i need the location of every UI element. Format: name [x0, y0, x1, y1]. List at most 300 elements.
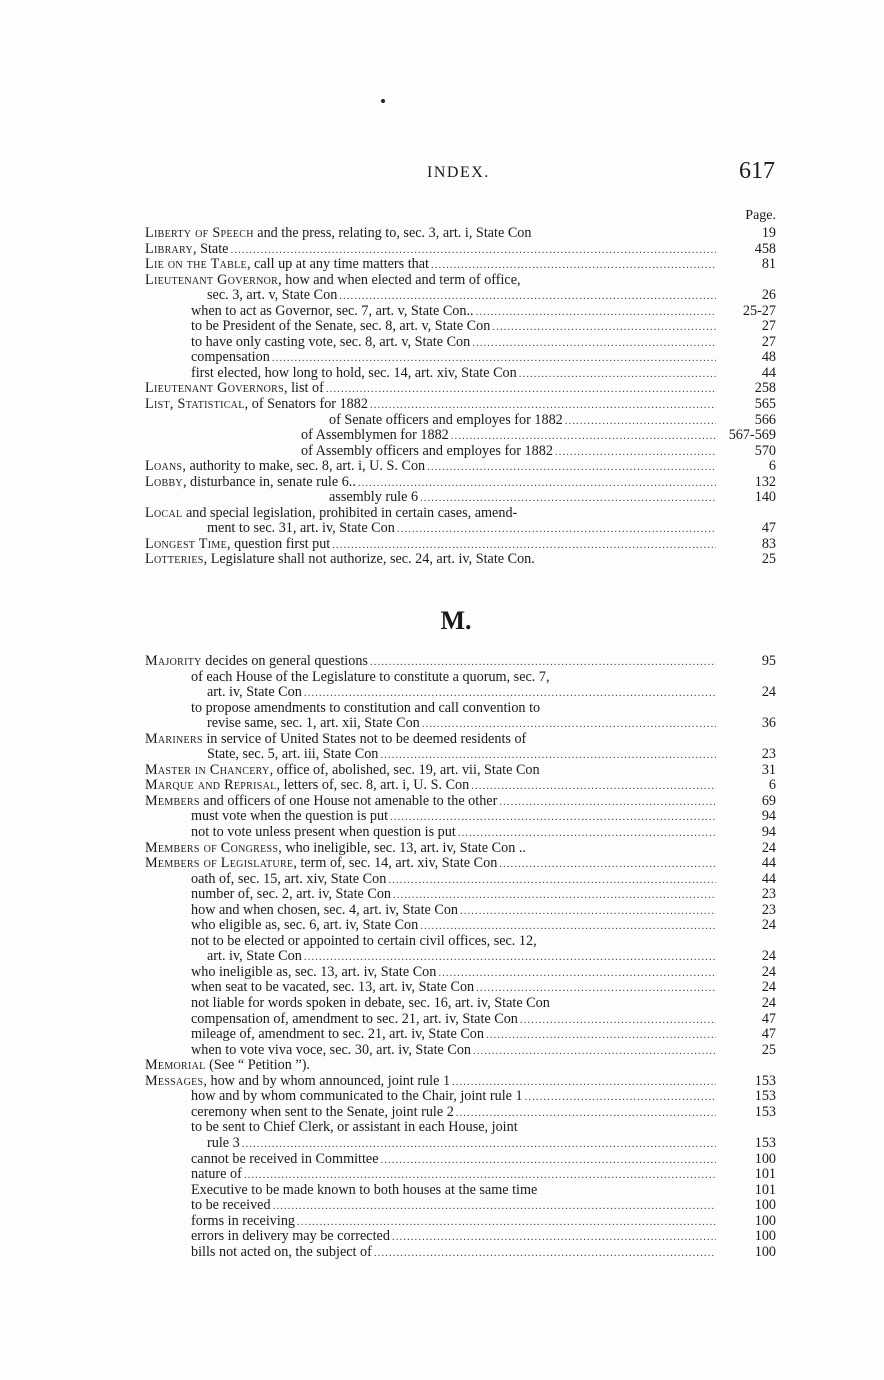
entry-text: [145, 918, 716, 935]
entry-text: [145, 685, 716, 702]
entry-text: [145, 1229, 716, 1246]
entry-text: [145, 459, 716, 476]
dot-leader: [499, 795, 716, 811]
entry-text: [145, 872, 716, 889]
entry-text: [145, 965, 716, 982]
entry-description: number of, sec. 2, art. iv, State Con: [191, 887, 392, 903]
index-entry: [145, 887, 776, 903]
dot-leader: [230, 243, 716, 259]
entry-heading: Members of Congress: [145, 840, 279, 856]
entry-text: [145, 903, 716, 920]
entry-description: Executive to be made known to both houses at the same time: [191, 1182, 538, 1198]
entry-description: when to vote viva voce, sec. 30, art. iv, State Con: [191, 1042, 472, 1058]
entry-text: [145, 273, 716, 289]
entry-text: [145, 732, 716, 748]
entry-page-ref: 140: [754, 489, 776, 506]
entry-heading: Local: [145, 505, 183, 521]
dot-leader: [476, 981, 716, 997]
entry-description: art. iv, State Con: [207, 685, 302, 701]
index-entry: [145, 856, 776, 872]
entry-description: to have only casting vote, sec. 8, art. v, State Con: [191, 334, 471, 350]
index-entry: [145, 444, 776, 460]
entry-description: , call up at any time matters that: [246, 257, 429, 273]
entry-description: of each House of the Legislature to constitute a quorum, sec. 7,: [191, 669, 550, 685]
entry-page-ref: 47: [761, 520, 776, 537]
entry-text: [145, 257, 716, 274]
entry-description: when seat to be vacated, sec. 13, art. iv, State Con: [191, 980, 475, 996]
dot-leader: [339, 289, 716, 305]
entry-text: [145, 1136, 716, 1153]
entry-page-ref: 24: [761, 963, 776, 980]
index-entry: [145, 1027, 776, 1043]
entry-description: bills not acted on, the subject of: [191, 1244, 372, 1260]
entry-description: to be sent to Chief Clerk, or assistant in each House, joint: [191, 1120, 518, 1136]
entry-page-ref: 24: [761, 948, 776, 965]
entry-description: decides on general questions: [201, 654, 368, 669]
entry-description: forms in receiving: [191, 1213, 296, 1229]
index-entry: [145, 521, 776, 537]
dot-leader: [273, 1199, 716, 1215]
index-entry: [145, 1074, 776, 1090]
dot-leader: [476, 305, 716, 321]
index-entry: [145, 778, 776, 794]
index-entry: [145, 288, 776, 304]
entry-description: of Assemblymen for 1882: [301, 428, 449, 444]
index-entry: [145, 304, 776, 320]
index-entry: [145, 257, 776, 273]
index-entry: [145, 273, 776, 289]
entry-description: cannot be received in Committee: [191, 1151, 379, 1167]
dot-leader: [380, 748, 716, 764]
entry-text: [145, 1152, 716, 1169]
index-entry: [145, 716, 776, 732]
entry-page-ref: 153: [754, 1072, 776, 1089]
dot-leader: [460, 904, 716, 920]
entry-description: and officers of one House not amenable to the other: [199, 793, 498, 809]
entry-text: [145, 335, 716, 352]
entry-text: [145, 856, 716, 873]
entry-text: [145, 1089, 716, 1106]
index-entry: [145, 763, 776, 779]
entry-description: to propose amendments to constitution and call convention to: [191, 700, 541, 716]
entry-page-ref: 153: [754, 1103, 776, 1120]
index-entry: [145, 475, 776, 491]
index-entry: [145, 1229, 776, 1245]
index-entry: [145, 319, 776, 335]
entry-text: [145, 1245, 716, 1262]
entry-text: [145, 552, 716, 568]
index-section-M: [145, 654, 776, 1260]
index-entry: [145, 552, 776, 568]
entry-page-ref: 95: [761, 653, 776, 669]
index-entry: [145, 506, 776, 522]
entry-text: [145, 288, 716, 305]
dot-leader: [332, 538, 716, 554]
entry-page-ref: 27: [761, 333, 776, 350]
entry-description: and the press, relating to, sec. 3, art. i, State Con: [253, 226, 532, 241]
entry-heading: Majority: [145, 654, 202, 669]
entry-description: to be President of the Senate, sec. 8, art. v, State Con: [191, 319, 491, 335]
entry-page-ref: 24: [761, 684, 776, 701]
entry-description: not liable for words spoken in debate, sec. 16, art. iv, State Con: [191, 996, 550, 1012]
dot-leader: [393, 888, 716, 904]
entry-page-ref: 23: [761, 746, 776, 763]
entry-description: errors in delivery may be corrected: [191, 1229, 390, 1245]
index-entry: [145, 1167, 776, 1183]
index-entry: [145, 1214, 776, 1230]
entry-description: art. iv, State Con: [207, 949, 302, 965]
entry-heading: Longest Time: [145, 536, 227, 552]
entry-description: who eligible as, sec. 6, art. iv, State Con: [191, 918, 419, 934]
entry-page-ref: 100: [754, 1212, 776, 1229]
ink-dot: [381, 99, 385, 103]
dot-leader: [473, 1044, 716, 1060]
index-entry: [145, 242, 776, 258]
entry-description: , authority to make, sec. 8, art. i, U. S. Con: [182, 459, 426, 475]
entry-text: [145, 475, 716, 492]
section-letter: M.: [440, 606, 472, 635]
entry-page-ref: 47: [761, 1026, 776, 1043]
dot-leader: [519, 367, 716, 383]
entry-page-ref: 132: [754, 473, 776, 490]
entry-description: , disturbance in, senate rule 6..: [182, 474, 356, 490]
entry-page-ref: 565: [754, 396, 776, 413]
index-entry: [145, 366, 776, 382]
index-entry: [145, 685, 776, 701]
dot-leader: [358, 476, 716, 492]
index-entry: [145, 934, 776, 950]
dot-leader: [565, 414, 716, 430]
entry-page-ref: 100: [754, 1243, 776, 1260]
entry-description: mileage of, amendment to sec. 21, art. iv, State Con: [191, 1027, 484, 1043]
dot-leader: [381, 1153, 716, 1169]
index-entry: [145, 965, 776, 981]
dot-leader: [499, 857, 716, 873]
index-entry: [145, 381, 776, 397]
entry-text: [145, 794, 716, 811]
entry-description: revise same, sec. 1, art. xii, State Con: [207, 716, 420, 732]
entry-heading: Liberty of Speech: [145, 226, 254, 241]
running-head: [145, 160, 775, 186]
dot-leader: [370, 398, 716, 414]
index-entry: [145, 397, 776, 413]
entry-text: [145, 1058, 716, 1074]
entry-text: [145, 887, 716, 904]
entry-page-ref: 94: [761, 824, 776, 841]
entry-page-ref: 258: [754, 380, 776, 397]
entry-page-ref: 36: [761, 715, 776, 732]
entry-page-ref: 101: [754, 1166, 776, 1183]
entry-text: [145, 825, 716, 842]
dot-leader: [451, 429, 716, 445]
entry-description: in service of United States not to be deemed residents of: [202, 731, 527, 747]
dot-leader: [492, 320, 716, 336]
entry-page-ref: 24: [761, 979, 776, 996]
dot-leader: [326, 382, 716, 398]
entry-page-ref: 24: [761, 917, 776, 934]
entry-text: [145, 381, 716, 398]
index-entry: [145, 918, 776, 934]
entry-text: [145, 778, 716, 795]
index-entry: [145, 1043, 776, 1059]
index-section-L: [145, 226, 776, 568]
entry-page-ref: 31: [761, 761, 776, 778]
entry-heading: Marque and Reprisal: [145, 778, 277, 794]
entry-description: of Assembly officers and employes for 1882: [301, 443, 553, 459]
entry-description: compensation: [191, 350, 270, 366]
entry-page-ref: 6: [768, 458, 776, 475]
dot-leader: [427, 460, 716, 476]
dot-leader: [486, 1028, 716, 1044]
entry-page-ref: 25: [761, 1041, 776, 1058]
entry-page-ref: 81: [761, 256, 776, 273]
index-entry: [145, 903, 776, 919]
entry-description: of Senate officers and employes for 1882: [329, 412, 563, 428]
entry-description: ment to sec. 31, art. iv, State Con: [207, 521, 395, 537]
index-entry: [145, 701, 776, 717]
entry-description: , office of, abolished, sec. 19, art. vii, State Con: [269, 762, 540, 778]
index-entry: [145, 428, 776, 444]
dot-leader: [431, 258, 716, 274]
entry-text: [145, 366, 716, 383]
entry-text: [145, 444, 716, 461]
running-head-title: INDEX.: [427, 164, 490, 181]
entry-page-ref: 25-27: [742, 302, 776, 319]
entry-description: , State: [193, 241, 229, 257]
entry-text: [145, 242, 716, 259]
dot-leader: [297, 1215, 716, 1231]
index-entry: [145, 226, 776, 242]
index-entry: [145, 1120, 776, 1136]
index-entry: [145, 537, 776, 553]
index-entry: [145, 1089, 776, 1105]
entry-heading: Members: [145, 793, 200, 809]
entry-page-ref: 69: [761, 792, 776, 809]
entry-text: [145, 841, 716, 857]
entry-description: how and by whom communicated to the Chair, joint rule 1: [191, 1089, 523, 1105]
entry-description: (See “ Petition ”).: [205, 1058, 310, 1074]
entry-text: [145, 413, 716, 430]
index-entry: [145, 996, 776, 1012]
index-entry: [145, 490, 776, 506]
dot-leader: [471, 779, 716, 795]
dot-leader: [272, 351, 716, 367]
entry-text: [145, 763, 716, 779]
dot-leader: [244, 1168, 716, 1184]
page-number: 617: [739, 158, 775, 184]
entry-description: who ineligible as, sec. 13, art. iv, State Con: [191, 964, 437, 980]
entry-text: [145, 490, 716, 507]
index-entry: [145, 459, 776, 475]
entry-heading: List, Statistical: [145, 397, 245, 413]
page-column-header: Page.: [745, 208, 776, 223]
entry-description: must vote when the question is put: [191, 809, 389, 825]
entry-page-ref: 100: [754, 1228, 776, 1245]
entry-description: not to vote unless present when question is put: [191, 825, 456, 841]
index-entry: [145, 794, 776, 810]
entry-page-ref: 44: [761, 870, 776, 887]
entry-text: [145, 319, 716, 336]
entry-text: [145, 397, 716, 414]
entry-page-ref: 153: [754, 1088, 776, 1105]
index-entry: [145, 335, 776, 351]
index-entry: [145, 1245, 776, 1261]
entry-description: oath of, sec. 15, art. xiv, State Con: [191, 871, 387, 887]
index-entry: [145, 732, 776, 748]
entry-text: [145, 304, 716, 321]
dot-leader: [304, 950, 716, 966]
entry-text: [145, 1183, 716, 1199]
entry-page-ref: 27: [761, 318, 776, 335]
dot-leader: [520, 1013, 716, 1029]
entry-heading: Loans: [145, 459, 183, 475]
entry-text: [145, 1214, 716, 1231]
dot-leader: [458, 826, 716, 842]
entry-description: , who ineligible, sec. 13, art. iv, State Con ..: [278, 840, 526, 856]
index-entry: [145, 654, 776, 670]
entry-description: , of Senators for 1882: [244, 397, 368, 413]
entry-text: [145, 1027, 716, 1044]
dot-leader: [555, 445, 716, 461]
entry-page-ref: 48: [761, 349, 776, 366]
index-entry: [145, 825, 776, 841]
index-entry: [145, 350, 776, 366]
entry-text: [145, 506, 716, 522]
index-entry: [145, 670, 776, 686]
index-entry: [145, 413, 776, 429]
entry-page-ref: 26: [761, 287, 776, 304]
entry-description: State, sec. 5, art. iii, State Con: [207, 747, 379, 763]
index-entry: [145, 1183, 776, 1199]
index-entry: [145, 841, 776, 857]
entry-page-ref: 44: [761, 364, 776, 381]
index-entry: [145, 1012, 776, 1028]
entry-text: [145, 1198, 716, 1215]
entry-description: not to be elected or appointed to certain civil offices, sec. 12,: [191, 933, 537, 949]
entry-page-ref: 23: [761, 886, 776, 903]
entry-page-ref: 101: [754, 1181, 776, 1198]
entry-text: [145, 747, 716, 764]
dot-leader: [420, 919, 716, 935]
entry-text: [145, 1043, 716, 1060]
entry-description: ceremony when sent to the Senate, joint rule 2: [191, 1104, 454, 1120]
entry-description: , how and by whom announced, joint rule 1: [203, 1073, 451, 1089]
entry-text: [145, 1105, 716, 1122]
dot-leader: [374, 1246, 716, 1262]
entry-text: [145, 350, 716, 367]
index-entry: [145, 872, 776, 888]
entry-page-ref: 566: [754, 411, 776, 428]
dot-leader: [452, 1075, 716, 1091]
index-entry: [145, 747, 776, 763]
entry-page-ref: 6: [768, 777, 776, 794]
entry-page-ref: 153: [754, 1134, 776, 1151]
entry-page-ref: 44: [761, 855, 776, 872]
entry-page-ref: 19: [761, 225, 776, 241]
entry-text: [145, 934, 716, 950]
entry-page-ref: 47: [761, 1010, 776, 1027]
entry-description: first elected, how long to hold, sec. 14, art. xiv, State Con: [191, 365, 517, 381]
entry-description: assembly rule 6: [329, 490, 419, 506]
entry-page-ref: 83: [761, 535, 776, 552]
dot-leader: [422, 717, 716, 733]
entry-heading: Mariners: [145, 731, 203, 747]
dot-leader: [397, 522, 716, 538]
dot-leader: [370, 655, 716, 671]
index-entry: [145, 949, 776, 965]
entry-description: sec. 3, art. v, State Con: [207, 288, 338, 304]
entry-heading: Members of Legislature: [145, 856, 294, 872]
dot-leader: [392, 1230, 716, 1246]
entry-heading: Lobby: [145, 474, 183, 490]
entry-text: [145, 537, 716, 554]
entry-description: , list of: [284, 381, 324, 397]
entry-page-ref: 567-569: [728, 427, 776, 444]
entry-text: [145, 521, 716, 538]
entry-description: , letters of, sec. 8, art. i, U. S. Con: [276, 778, 470, 794]
entry-text: [145, 654, 716, 671]
dot-leader: [420, 491, 716, 507]
entry-description: rule 3: [207, 1135, 240, 1151]
entry-page-ref: 100: [754, 1150, 776, 1167]
entry-heading: Lotteries: [145, 552, 204, 568]
entry-text: [145, 670, 716, 686]
entry-text: [145, 1074, 716, 1091]
entry-description: to be received: [191, 1198, 271, 1214]
entry-description: , question first put: [227, 536, 331, 552]
entry-description: nature of: [191, 1167, 242, 1183]
index-entry: [145, 1198, 776, 1214]
dot-leader: [456, 1106, 716, 1122]
index-entry: [145, 1136, 776, 1152]
entry-text: [145, 1167, 716, 1184]
entry-text: [145, 226, 716, 242]
entry-heading: Messages: [145, 1073, 204, 1089]
entry-heading: Memorial: [145, 1058, 206, 1074]
entry-description: , Legislature shall not authorize, sec. 24, art. iv, State Con.: [203, 552, 535, 568]
entry-page-ref: 94: [761, 808, 776, 825]
entry-text: [145, 949, 716, 966]
index-entry: [145, 1152, 776, 1168]
entry-description: how and when chosen, sec. 4, art. iv, State Con: [191, 902, 459, 918]
entry-text: [145, 716, 716, 733]
index-entry: [145, 1105, 776, 1121]
entry-text: [145, 701, 716, 717]
index-entry: [145, 980, 776, 996]
entry-page-ref: 25: [761, 551, 776, 568]
entry-heading: Library: [145, 241, 193, 257]
entry-description: compensation of, amendment to sec. 21, art. iv, State Con: [191, 1011, 518, 1027]
dot-leader: [525, 1090, 716, 1106]
entry-description: when to act as Governor, sec. 7, art. v, State Con..: [191, 303, 474, 319]
entry-text: [145, 980, 716, 997]
index-entry: [145, 1058, 776, 1074]
dot-leader: [304, 686, 716, 702]
entry-description: , term of, sec. 14, art. xiv, State Con: [293, 856, 498, 872]
dot-leader: [390, 810, 716, 826]
entry-text: [145, 996, 716, 1012]
entry-heading: Master in Chancery: [145, 762, 270, 778]
entry-text: [145, 1120, 716, 1136]
entry-page-ref: 570: [754, 442, 776, 459]
entry-page-ref: 24: [761, 839, 776, 856]
entry-page-ref: 458: [754, 240, 776, 257]
entry-heading: Lie on the Table: [145, 257, 247, 273]
entry-text: [145, 1012, 716, 1029]
dot-leader: [242, 1137, 716, 1153]
entry-description: and special legislation, prohibited in certain cases, amend-: [182, 505, 518, 521]
entry-description: , how and when elected and term of office,: [278, 272, 521, 288]
